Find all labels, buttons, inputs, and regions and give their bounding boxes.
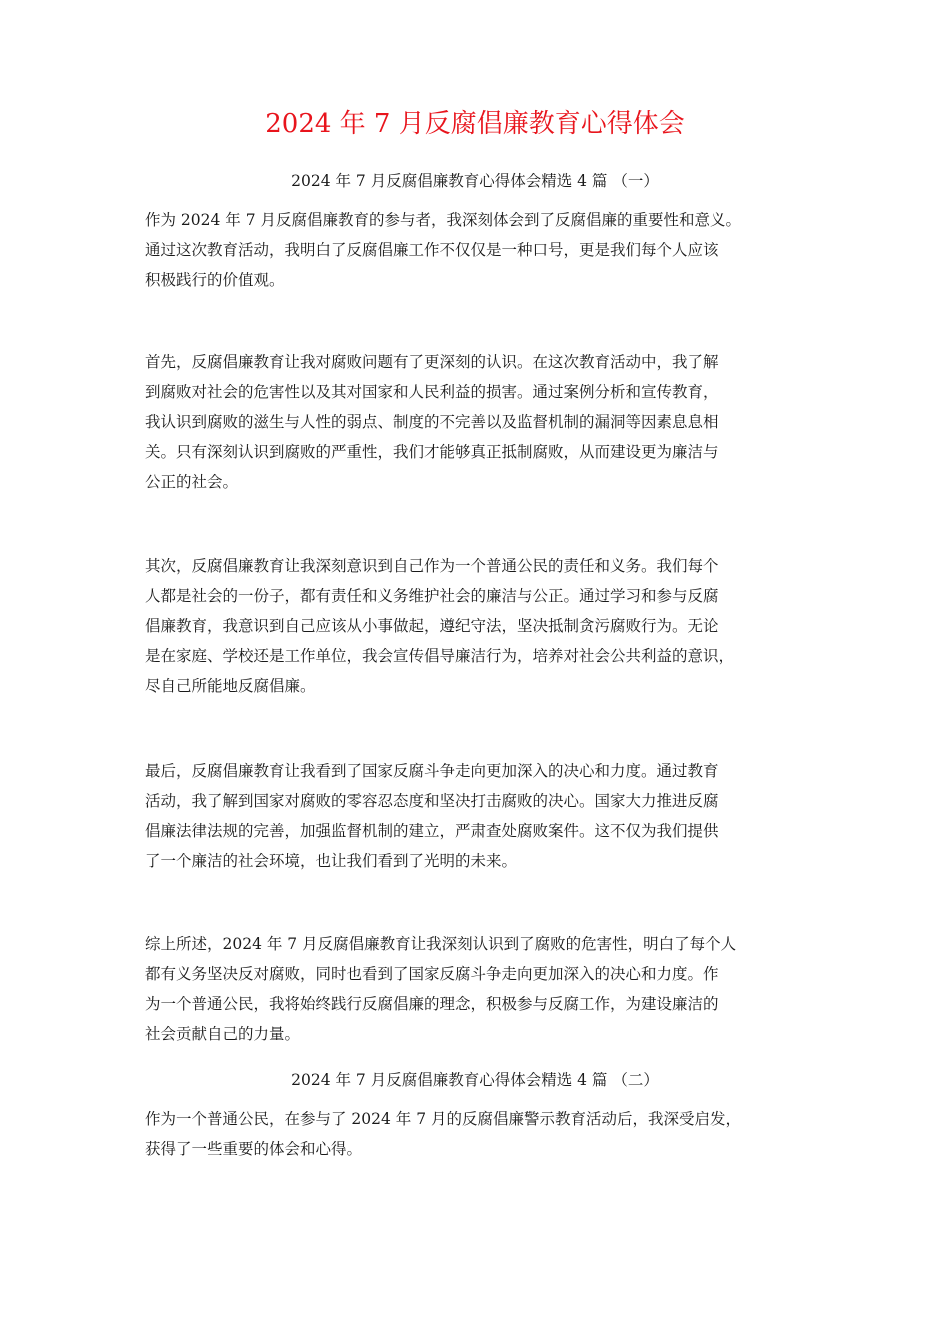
text-line: 都有义务坚决反对腐败，同时也看到了国家反腐斗争走向更加深入的决心和力度。作 — [145, 965, 719, 983]
text-line: 社会贡献自己的力量。 — [145, 1025, 301, 1043]
paragraph — [145, 1104, 810, 1164]
section-heading-1: 2024 年 7 月反腐倡廉教育心得体会精选 4 篇 （一） — [291, 172, 659, 190]
text-line: 获得了一些重要的体会和心得。 — [145, 1140, 363, 1158]
text-line: 倡廉教育，我意识到自己应该从小事做起，遵纪守法，坚决抵制贪污腐败行为。无论 — [145, 617, 719, 635]
text-line: 通过这次教育活动，我明白了反腐倡廉工作不仅仅是一种口号，更是我们每个人应该 — [145, 241, 719, 259]
text-line: 首先，反腐倡廉教育让我对腐败问题有了更深刻的认识。在这次教育活动中，我了解 — [145, 353, 719, 371]
document-title: 2024 年 7 月反腐倡廉教育心得体会 — [265, 109, 685, 139]
text-line: 作为 2024 年 7 月反腐倡廉教育的参与者，我深刻体会到了反腐倡廉的重要性和意义。 — [145, 211, 742, 229]
text-line: 公正的社会。 — [145, 473, 239, 491]
text-line: 是在家庭、学校还是工作单位，我会宣传倡导廉洁行为，培养对社会公共利益的意识， — [145, 647, 735, 665]
text-line: 关。只有深刻认识到腐败的严重性，我们才能够真正抵制腐败，从而建设更为廉洁与 — [145, 443, 719, 461]
text-line: 作为一个普通公民，在参与了 2024 年 7 月的反腐倡廉警示教育活动后，我深受启发， — [145, 1110, 742, 1128]
paragraph — [145, 551, 810, 701]
text-line: 我认识到腐败的滋生与人性的弱点、制度的不完善以及监督机制的漏洞等因素息息相 — [145, 413, 719, 431]
text-line: 活动，我了解到国家对腐败的零容忍态度和坚决打击腐败的决心。国家大力推进反腐 — [145, 792, 719, 810]
paragraph — [145, 205, 810, 295]
text-line: 倡廉法律法规的完善，加强监督机制的建立，严肃查处腐败案件。这不仅为我们提供 — [145, 822, 719, 840]
text-line: 最后，反腐倡廉教育让我看到了国家反腐斗争走向更加深入的决心和力度。通过教育 — [145, 762, 719, 780]
text-line: 尽自己所能地反腐倡廉。 — [145, 677, 316, 695]
paragraph — [145, 347, 810, 497]
text-line: 了一个廉洁的社会环境，也让我们看到了光明的未来。 — [145, 852, 518, 870]
paragraph — [145, 756, 810, 876]
text-line: 到腐败对社会的危害性以及其对国家和人民利益的损害。通过案例分析和宣传教育， — [145, 383, 719, 401]
text-line: 为一个普通公民，我将始终践行反腐倡廉的理念，积极参与反腐工作，为建设廉洁的 — [145, 995, 719, 1013]
section-heading-2: 2024 年 7 月反腐倡廉教育心得体会精选 4 篇 （二） — [291, 1071, 659, 1089]
text-line: 其次，反腐倡廉教育让我深刻意识到自己作为一个普通公民的责任和义务。我们每个 — [145, 557, 719, 575]
paragraph — [145, 929, 810, 1049]
text-line: 综上所述，2024 年 7 月反腐倡廉教育让我深刻认识到了腐败的危害性，明白了每个人 — [145, 935, 737, 953]
text-line: 人都是社会的一份子，都有责任和义务维护社会的廉洁与公正。通过学习和参与反腐 — [145, 587, 719, 605]
text-line: 积极践行的价值观。 — [145, 271, 285, 289]
